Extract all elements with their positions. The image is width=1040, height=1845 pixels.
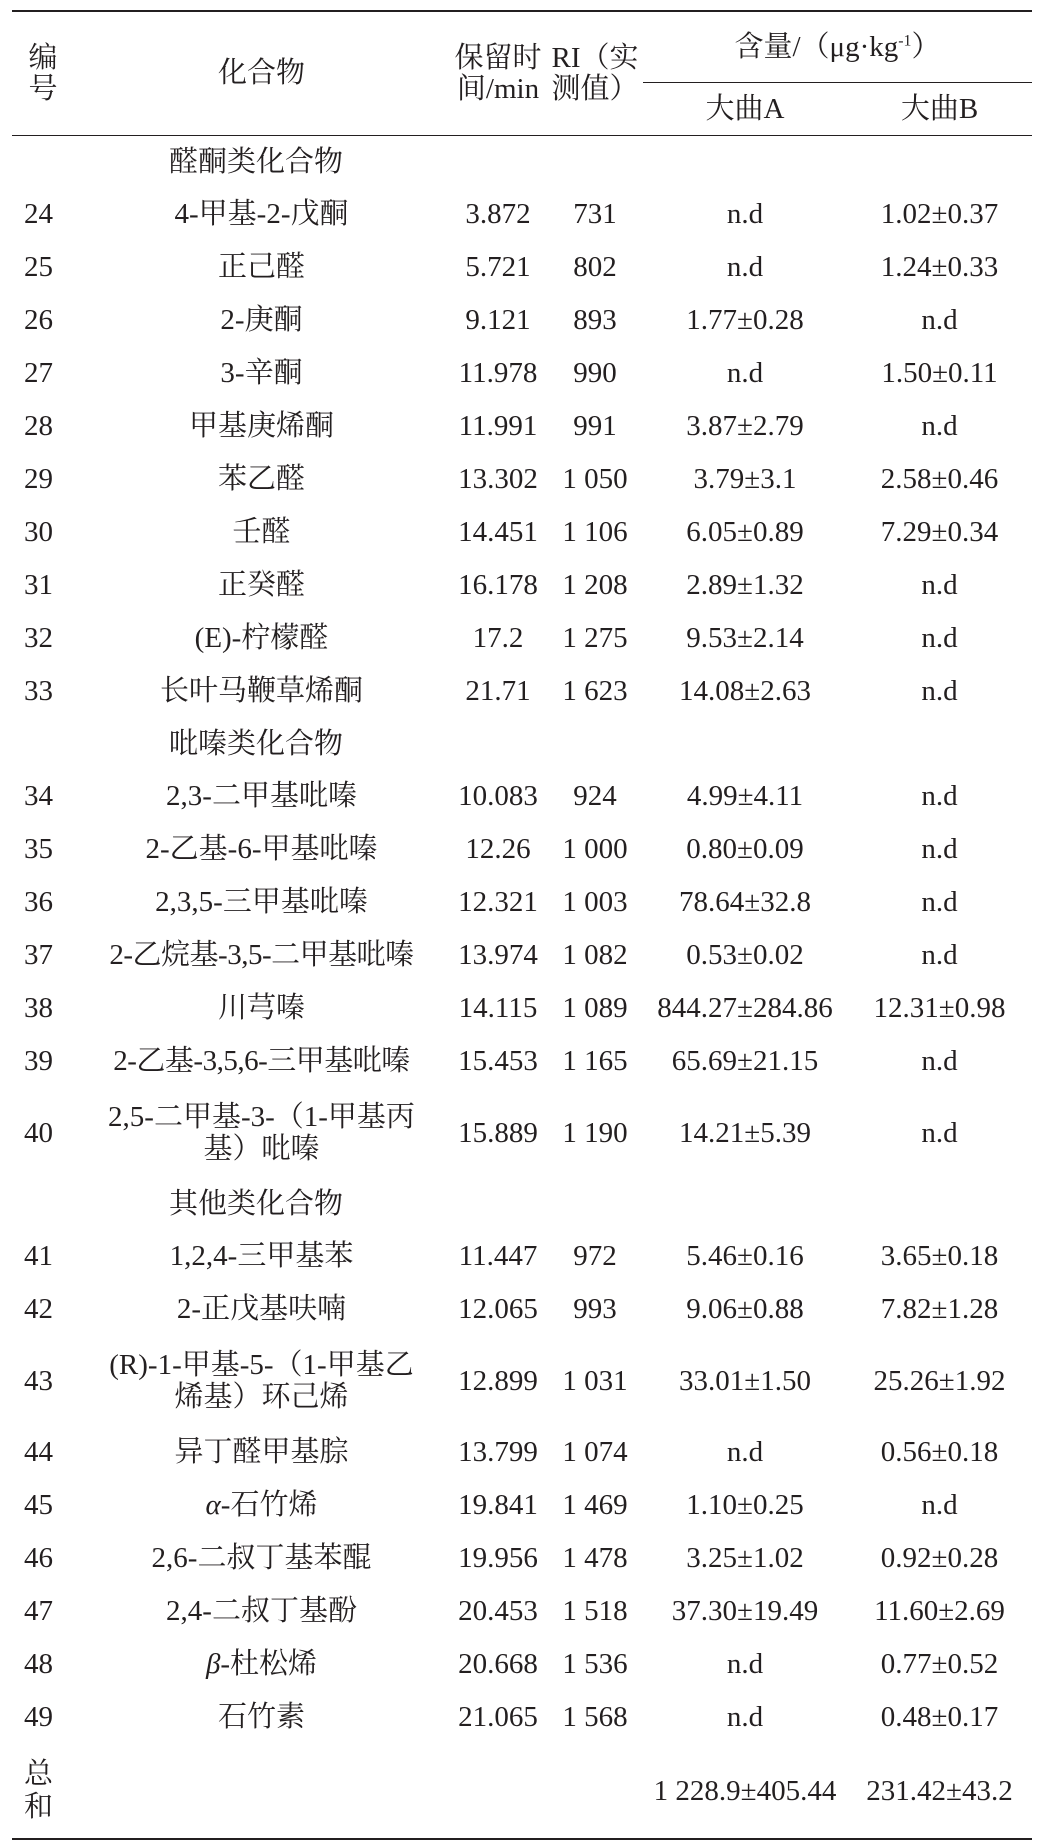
- content-b: 2.58±0.46: [880, 463, 999, 495]
- content-a: 9.06±0.88: [686, 1293, 804, 1325]
- category-row: [12, 136, 1032, 189]
- row-id: 28: [24, 410, 53, 442]
- ri-value: 1 623: [562, 675, 628, 707]
- retention-time: 19.841: [458, 1489, 538, 1521]
- header-daqu-a: 大曲A: [643, 83, 847, 136]
- row-id: 45: [24, 1489, 53, 1521]
- row-id: 42: [24, 1293, 53, 1325]
- table-row: [12, 506, 1032, 559]
- content-b: n.d: [921, 304, 958, 336]
- content-b: 1.50±0.11: [881, 357, 998, 389]
- retention-time: 12.321: [458, 886, 538, 918]
- table-row: [12, 1336, 1032, 1426]
- ri-value: 893: [573, 304, 617, 336]
- retention-time: 16.178: [458, 569, 538, 601]
- content-b: n.d: [921, 675, 958, 707]
- ri-value: 990: [573, 357, 617, 389]
- ri-value: 1 165: [562, 1045, 628, 1077]
- row-id: 47: [24, 1595, 53, 1627]
- content-a: 844.27±284.86: [657, 992, 833, 1024]
- compound-name: β-杜松烯: [205, 1648, 318, 1680]
- header-ri: RI（实测值）: [547, 11, 643, 136]
- content-a: 0.53±0.02: [686, 939, 804, 971]
- content-a: 65.69±21.15: [671, 1045, 819, 1077]
- content-a: 14.08±2.63: [679, 675, 811, 707]
- content-b: 1.24±0.33: [880, 251, 999, 283]
- content-b: n.d: [921, 410, 958, 442]
- row-id: 24: [24, 198, 53, 230]
- content-a: n.d: [726, 1701, 764, 1733]
- content-b: n.d: [921, 1116, 958, 1149]
- compound-name: 2-庚酮: [220, 304, 303, 336]
- category-label: 醛酮类化合物: [169, 145, 344, 178]
- retention-time: 15.453: [458, 1045, 538, 1077]
- retention-time: 11.447: [458, 1240, 538, 1272]
- content-a: 2.89±1.32: [686, 569, 804, 601]
- total-b: 231.42±43.2: [847, 1744, 1032, 1839]
- content-a: 4.99±4.11: [686, 780, 804, 812]
- table-row: [12, 188, 1032, 241]
- ri-value: 924: [573, 780, 617, 812]
- content-b: n.d: [921, 569, 958, 601]
- compound-name: 2-乙烷基-3,5-二甲基吡嗪: [109, 939, 414, 971]
- content-a: 1.77±0.28: [686, 304, 804, 336]
- retention-time: 9.121: [465, 304, 531, 336]
- retention-time: 15.889: [458, 1116, 538, 1149]
- row-id: 30: [24, 516, 53, 548]
- ri-value: 1 000: [562, 833, 628, 865]
- ri-value: 972: [573, 1240, 617, 1272]
- content-b: n.d: [921, 622, 958, 654]
- retention-time: 12.26: [465, 833, 531, 865]
- content-b: 3.65±0.18: [880, 1240, 999, 1272]
- table-row: [12, 982, 1032, 1035]
- ri-value: 802: [573, 251, 617, 283]
- row-id: 34: [24, 780, 53, 812]
- ri-value: 1 275: [562, 622, 628, 654]
- content-a: 6.05±0.89: [686, 516, 804, 548]
- retention-time: 5.721: [465, 251, 531, 283]
- compound-name: 2,3,5-三甲基吡嗪: [155, 886, 368, 918]
- row-id: 25: [24, 251, 53, 283]
- compound-name: 2-乙基-6-甲基吡嗪: [145, 833, 378, 865]
- total-label: 总和: [12, 1744, 74, 1839]
- table-row: [12, 1035, 1032, 1088]
- retention-time: 14.115: [458, 992, 538, 1024]
- retention-time: 20.668: [458, 1648, 538, 1680]
- row-id: 48: [24, 1648, 53, 1680]
- content-a: 1.10±0.25: [686, 1489, 804, 1521]
- ri-value: 1 478: [562, 1542, 628, 1574]
- content-a: 14.21±5.39: [679, 1116, 811, 1149]
- row-id: 38: [24, 992, 53, 1024]
- content-b: 25.26±1.92: [873, 1364, 1006, 1397]
- content-a: 37.30±19.49: [671, 1595, 819, 1627]
- ri-value: 1 469: [562, 1489, 628, 1521]
- ri-value: 1 074: [562, 1436, 628, 1468]
- compound-name: 4-甲基-2-戊酮: [174, 198, 349, 230]
- compound-name: 石竹素: [217, 1701, 305, 1733]
- table-row: [12, 1585, 1032, 1638]
- content-a: 3.79±3.1: [693, 463, 797, 495]
- compound-name: 2,6-二叔丁基苯醌: [151, 1542, 372, 1574]
- ri-value: 1 089: [562, 992, 628, 1024]
- ri-value: 1 003: [562, 886, 628, 918]
- table-header: [12, 11, 1032, 136]
- table-row: [12, 400, 1032, 453]
- compound-name: α-石竹烯: [205, 1489, 318, 1521]
- content-b: 7.82±1.28: [880, 1293, 999, 1325]
- content-a: n.d: [726, 251, 764, 283]
- header-compound: 化合物: [74, 11, 449, 136]
- retention-time: 11.991: [458, 410, 538, 442]
- retention-time: 12.899: [458, 1364, 538, 1397]
- content-b: n.d: [921, 780, 958, 812]
- row-id: 27: [24, 357, 53, 389]
- content-a: n.d: [726, 357, 764, 389]
- category-label: 吡嗪类化合物: [169, 727, 344, 760]
- content-b: n.d: [921, 1045, 958, 1077]
- table-row: [12, 559, 1032, 612]
- retention-time: 20.453: [458, 1595, 538, 1627]
- table-row: [12, 1230, 1032, 1283]
- compound-name: (E)-柠檬醛: [194, 622, 329, 654]
- table-row: [12, 347, 1032, 400]
- content-b: 12.31±0.98: [873, 992, 1006, 1024]
- retention-time: 19.956: [458, 1542, 538, 1574]
- compound-name: 1,2,4-三甲基苯: [169, 1240, 354, 1272]
- compound-name: 2-乙基-3,5,6-三甲基吡嗪: [113, 1045, 410, 1077]
- compound-name: 3-辛酮: [220, 357, 303, 389]
- retention-time: 13.302: [458, 463, 538, 495]
- table-body: [12, 136, 1032, 1840]
- compound-name: 2-正戊基呋喃: [176, 1293, 347, 1325]
- row-id: 49: [24, 1701, 53, 1733]
- header-daqu-b: 大曲B: [847, 83, 1032, 136]
- table-row: [12, 1426, 1032, 1479]
- row-id: 37: [24, 939, 53, 971]
- content-a: 3.25±1.02: [686, 1542, 804, 1574]
- table-row: [12, 453, 1032, 506]
- ri-value: 1 106: [562, 516, 628, 548]
- content-a: n.d: [726, 1648, 764, 1680]
- table-row: [12, 1088, 1032, 1178]
- table-row: [12, 1283, 1032, 1336]
- row-id: 32: [24, 622, 53, 654]
- row-id: 31: [24, 569, 53, 601]
- content-a: 0.80±0.09: [686, 833, 804, 865]
- retention-time: 3.872: [465, 198, 531, 230]
- content-b: n.d: [921, 833, 958, 865]
- retention-time: 10.083: [458, 780, 538, 812]
- retention-time: 21.065: [458, 1701, 538, 1733]
- total-a: 1 228.9±405.44: [643, 1744, 847, 1839]
- compound-content-table: [12, 10, 1032, 1840]
- ri-value: 1 050: [562, 463, 628, 495]
- category-label: 其他类化合物: [169, 1187, 344, 1220]
- table-row: [12, 770, 1032, 823]
- compound-name: 长叶马鞭草烯酮: [159, 675, 363, 707]
- retention-time: 11.978: [458, 357, 538, 389]
- content-b: 7.29±0.34: [880, 516, 999, 548]
- row-id: 44: [24, 1436, 53, 1468]
- ri-value: 991: [573, 410, 617, 442]
- ri-value: 1 208: [562, 569, 628, 601]
- compound-name: 2,5-二甲基-3-（1-甲基丙基）吡嗪: [108, 1100, 415, 1165]
- table-row: [12, 1691, 1032, 1744]
- table-row: [12, 1532, 1032, 1585]
- row-id: 39: [24, 1045, 53, 1077]
- content-b: n.d: [921, 1489, 958, 1521]
- content-b: n.d: [921, 886, 958, 918]
- row-id: 43: [24, 1364, 53, 1397]
- ri-value: 1 031: [562, 1364, 628, 1397]
- content-b: 0.48±0.17: [880, 1701, 999, 1733]
- total-row: [12, 1744, 1032, 1839]
- retention-time: 13.799: [458, 1436, 538, 1468]
- header-id: 编号: [12, 11, 74, 136]
- content-a: 33.01±1.50: [679, 1364, 811, 1397]
- content-a: 3.87±2.79: [686, 410, 804, 442]
- category-row: [12, 718, 1032, 770]
- content-b: 1.02±0.37: [880, 198, 999, 230]
- table-row: [12, 929, 1032, 982]
- compound-name: 2,4-二叔丁基酚: [166, 1595, 357, 1627]
- row-id: 33: [24, 675, 53, 707]
- content-b: 0.77±0.52: [880, 1648, 999, 1680]
- retention-time: 12.065: [458, 1293, 538, 1325]
- compound-name: 正己醛: [217, 251, 305, 283]
- row-id: 35: [24, 833, 53, 865]
- content-a: n.d: [726, 1436, 764, 1468]
- retention-time: 14.451: [458, 516, 538, 548]
- row-id: 40: [24, 1116, 53, 1149]
- header-content: 含量$/(\mu g\cdot kg^{-1})$: [643, 11, 1032, 83]
- compound-name: 甲基庚烯酮: [188, 410, 334, 442]
- content-a: 5.46±0.16: [686, 1240, 804, 1272]
- compound-name: 异丁醛甲基腙: [174, 1436, 349, 1468]
- ri-value: 993: [573, 1293, 617, 1325]
- compound-name: 2,3-二甲基吡嗪: [166, 780, 357, 812]
- ri-value: 1 568: [562, 1701, 628, 1733]
- row-id: 41: [24, 1240, 53, 1272]
- content-a: 9.53±2.14: [686, 622, 804, 654]
- ri-value: 1 518: [562, 1595, 628, 1627]
- content-b: n.d: [921, 939, 958, 971]
- compound-name: 正癸醛: [217, 569, 305, 601]
- compound-name: (R)-1-甲基-5-（1-甲基乙烯基）环己烯: [109, 1348, 414, 1413]
- retention-time: 17.2: [472, 622, 524, 654]
- table-row: [12, 823, 1032, 876]
- row-id: 29: [24, 463, 53, 495]
- row-id: 36: [24, 886, 53, 918]
- content-b: 11.60±2.69: [874, 1595, 1005, 1627]
- retention-time: 13.974: [458, 939, 538, 971]
- ri-value: 1 082: [562, 939, 628, 971]
- table-row: [12, 876, 1032, 929]
- table-row: [12, 1638, 1032, 1691]
- table-row: [12, 665, 1032, 718]
- category-row: [12, 1178, 1032, 1230]
- retention-time: 21.71: [465, 675, 531, 707]
- row-id: 46: [24, 1542, 53, 1574]
- ri-value: 731: [573, 198, 617, 230]
- table-row: [12, 612, 1032, 665]
- compound-name: 川芎嗪: [217, 992, 305, 1024]
- table-row: [12, 294, 1032, 347]
- content-a: n.d: [726, 198, 764, 230]
- content-b: 0.56±0.18: [880, 1436, 999, 1468]
- content-b: 0.92±0.28: [880, 1542, 999, 1574]
- row-id: 26: [24, 304, 53, 336]
- ri-value: 1 536: [562, 1648, 628, 1680]
- content-a: 78.64±32.8: [679, 886, 811, 918]
- table-row: [12, 1479, 1032, 1532]
- compound-name: 壬醛: [232, 516, 291, 548]
- table-row: [12, 241, 1032, 294]
- compound-name: 苯乙醛: [217, 463, 305, 495]
- header-retention-time: 保留时间/min: [449, 11, 547, 136]
- ri-value: 1 190: [562, 1116, 628, 1149]
